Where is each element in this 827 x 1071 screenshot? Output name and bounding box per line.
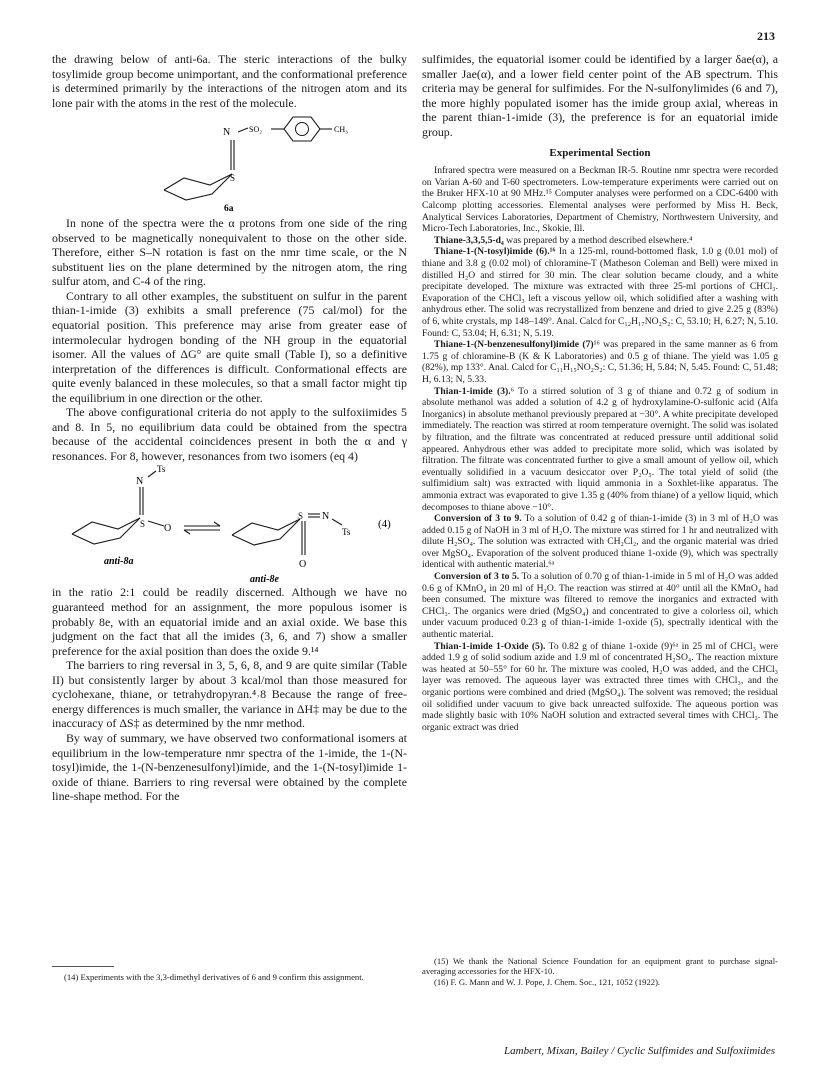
page-number: 213 bbox=[757, 29, 775, 43]
equation-4 bbox=[52, 463, 407, 585]
run-in-body: ¹⁶ was prepared in the same manner as 6 from 1.75 g of chloramine-B (K & K Laboratories) and 0.5 g of thiane. The yield was 1.05 g (82%), mp 133°. Anal. Calcd for C₁₁H₁₅NO₂S₂: C, 51.36; H, 5.84; N, 5.45. Found: C, 51.48; H, 6.13; N, 5.33. bbox=[422, 339, 778, 385]
run-in-body: To 0.82 g of thiane 1-oxide (9)⁶ᵃ in 25 ml of CHCl₃ were added 1.9 g of solid sodium azide and 1.9 ml of concentrated H₂SO₄. The reaction mixture was heated at 50–55° for 60 hr. The mixture was cooled, H₂O was added, and the CHCl₃ layer was removed. The aqueous layer was extracted three times with CHCl₃, and the organic portions were combined and dried (MgSO₄). The solvent was removed; the residual oil solidified under vacuum to give back unreacted sulfoxide. The aqueous portion was made slightly basic with 10% NaOH solution and extracted several times with CHCl₃. The organic extract was dried bbox=[422, 640, 778, 733]
footnote-rule bbox=[52, 966, 114, 967]
left-paragraph-4: The above configurational criteria do not apply to the sulfoxiimides 5 and 8. In 5, no equilibrium data could be obtained from the spectra because of the accidental coincidences present in both the α and γ resonances. For 8, however, resonances from two isomers (eq 4) bbox=[52, 405, 407, 463]
left-paragraph-3: Contrary to all other examples, the substituent on sulfur in the parent thian-1-imide (3) exhibits a small preference (75 cal/mol) for the equatorial position. This preference may arise from greater ease of intermolecular hydrogen bonding of the NH group in the equatorial isomer. All the values of ΔG° are quite small (Table I), so a definitive interpretation of the differences is difficult. Conformational effects are quite evenly balanced in these molecules, so that a small factor might tip the equilibrium in one direction or the other. bbox=[52, 288, 407, 405]
eq4-ts-right: Ts bbox=[342, 527, 351, 538]
structure-6a-n: N bbox=[223, 127, 231, 139]
eq4-o-right: O bbox=[299, 559, 307, 571]
run-in-head: Conversion of 3 to 9. bbox=[434, 513, 522, 525]
left-column bbox=[52, 52, 407, 804]
eq4-n-right: N bbox=[322, 511, 330, 523]
experimental-compound-7 bbox=[422, 339, 778, 385]
experimental-compound-3 bbox=[422, 386, 778, 514]
left-footnotes bbox=[52, 972, 407, 982]
right-footnotes bbox=[422, 956, 778, 987]
footnote-16: (16) F. G. Mann and W. J. Pope, J. Chem. Soc., 121, 1052 (1922). bbox=[434, 976, 661, 987]
run-in-head: Conversion of 3 to 5. bbox=[434, 571, 520, 583]
structure-6a-drawing bbox=[52, 110, 407, 216]
eq4-n-left: N bbox=[136, 476, 144, 488]
experimental-thiane-d4 bbox=[422, 235, 778, 247]
left-paragraph-7: By way of summary, we have observed two conformational isomers at equilibrium in the low-temperature nmr spectra of the 1-imide, the 1-(N-tosyl)imide, the 1-(N-benzenesulfonyl)imide, and the 1-(N-tosyl)imide 1-oxide of thiane. Barriers to ring reversal were obtained by the complete line-shape method. For the bbox=[52, 730, 407, 804]
structure-6a-s: S bbox=[230, 173, 236, 184]
run-in-head: Thian-1-imide (3). bbox=[434, 385, 511, 397]
section-title-experimental: Experimental Section bbox=[549, 147, 651, 160]
eq4-label-8e: anti-8e bbox=[250, 574, 279, 586]
run-in-head: Thiane-3,3,5,5-d₄ bbox=[434, 234, 504, 246]
experimental-intro: Infrared spectra were measured on a Beckman IR-5. Routine nmr spectra were recorded on Varian A-60 and T-60 spectrometers. Low-temperature experiments were carried out on the Bruker HFX-10 at 90 MHz.¹⁵ Computer analyses were performed on a CDC-6400 with Calcomp plotting accessories. Elemental analyses were performed by Miss H. Beck, Analytical Services Laboratories, Department of Chemistry, Northwestern University, and Micro-Tech Laboratories, Inc., Skokie, Ill. bbox=[422, 165, 778, 235]
eq4-label-8a: anti-8a bbox=[104, 556, 134, 568]
eq4-s-left: S bbox=[140, 519, 146, 530]
left-paragraph-6: The barriers to ring reversal in 3, 5, 6, 8, and 9 are quite similar (Table II) but consistently larger by about 3 kcal/mol than those measured for cyclohexane, thiane, or tetrahydropyran.⁴˒8 Because the range of free-energy differences is much smaller, the variance in ΔH‡ may be due to the inaccuracy of ΔS‡ as determined by the nmr method. bbox=[52, 658, 407, 731]
footnote-14: (14) Experiments with the 3,3-dimethyl derivatives of 6 and 9 confirm this assignment. bbox=[64, 972, 364, 982]
structure-6a-so2: SO₂ bbox=[249, 125, 263, 135]
experimental-compound-5 bbox=[422, 641, 778, 734]
right-paragraph-1: sulfimides, the equatorial isomer could be identified by a larger δae(α), a smaller Jae(α), and a lower field center point of the AB spectrum. This criteria may be general for sulfimides. For the N-sulfonylimides (6 and 7), the more highly populated isomer has the imide group axial, whereas in the parent thian-1-imide (3), the preference is for an equatorial imide group. bbox=[422, 52, 778, 139]
footnote-15: (15) We thank the National Science Foundation for an equipment grant to purchase signal-averaging accessories for the HFX-10. bbox=[422, 956, 778, 977]
eq4-number: (4) bbox=[378, 518, 391, 531]
eq4-o-left: O bbox=[164, 523, 172, 535]
equation-4-drawing bbox=[52, 463, 407, 585]
run-in-body: was prepared by a method described elsewhere.⁴ bbox=[503, 234, 693, 246]
run-in-head: Thian-1-imide 1-Oxide (5). bbox=[434, 640, 546, 652]
experimental-3-to-5 bbox=[422, 571, 778, 641]
run-in-body: ⁶ To a stirred solution of 3 g of thiane and 0.72 g of sodium in absolute methanol was added a solution of 4.2 g of hydroxylamine-O-sulfonic acid (Alfa Inorganics) in absolute methanol previously prepared at −30°. A white precipitate developed immediately. The reaction was stirred at room temperature overnight. The solid was isolated by filtration, and the filtrate was concentrated at reduced pressure until additional solid appeared. Anhydrous ether was added to precipitate more solid, which was isolated by filtration. The filtrate was concentrated further to give a small amount of yellow oil, which eventually solidified in a vacuum desiccator over P₂O₅. The total yield of solid (the sulfimidium salt) was extracted with liquid ammonia in a Soxhlet-like apparatus. The ammonia extract was evaporated to give 1.35 g (40% from thiane) of a yellow liquid, which decomposes to thiane above −10°. bbox=[422, 385, 779, 513]
eq4-s-right: S bbox=[298, 511, 304, 522]
structure-6a bbox=[52, 110, 407, 216]
left-paragraph-2: In none of the spectra were the α protons from one side of the ring observed to be magnetically nonequivalent to those on the other side. Therefore, either S–N rotation is fast on the nmr time scale, or the N substituent lies on the plane determined by the nitrogen atom, the ring sulfur atom, and C-4 of the ring. bbox=[52, 216, 407, 289]
left-paragraph-5: in the ratio 2:1 could be readily discerned. Although we have no guaranteed method for an assignment, the more populous isomer is probably 8e, with an equatorial imide and an axial oxide. We base this judgment on the fact that all the imides (3, 6, and 7) show a smaller preference for the axial position than does the oxide 9.¹⁴ bbox=[52, 585, 407, 658]
experimental-compound-6 bbox=[422, 246, 778, 339]
right-column bbox=[422, 52, 778, 733]
run-in-body: To a solution of 0.70 g of thian-1-imide in 5 ml of H₂O was added 0.6 g of KMnO₄ in 20 ml of H₂O. The reaction was stirred at 40° until all the KMnO₄ had been consumed. The mixture was filtered to remove the inorganics and extracted with CHCl₃. The organics were dried (MgSO₄) and concentrated to give a colorless oil, which under vacuum produced 0.23 g of thian-1-imide 1-oxide (5), spectrally identical with the authentic material. bbox=[422, 571, 778, 641]
experimental-3-to-9 bbox=[422, 513, 778, 571]
running-footer: Lambert, Mixan, Bailey / Cyclic Sulfimides and Sulfoxiimides bbox=[504, 1045, 775, 1057]
run-in-body: To a solution of 0.42 g of thian-1-imide (3) in 3 ml of H₂O was added 0.15 g of NaOH in 3 ml of H₂O. The mixture was stirred for 1 hr and neutralized with dilute H₂SO₄. The solution was extracted with CH₂Cl₂, and the organic material was dried over MgSO₄. Evaporation of the solvent produced thiane 1-oxide (9), which was spectrally identical with authentic material.⁶ᵃ bbox=[422, 513, 778, 571]
run-in-body: In a 125-ml, round-bottomed flask, 1.0 g (0.01 mol) of thiane and 3.8 g (0.02 mol) of chloramine-T (Matheson Coleman and Bell) were mixed in distilled H₂O and stirred for 30 min. The clear solution became cloudy, and a white precipitate developed. The mixture was extracted with three 25-ml portions of CHCl₃. Evaporation of the CHCl₃ left a viscous yellow oil, which solidified after a washing with anhydrous ether. The solid was recrystallized from benzene and dried to give 2.25 g (83%) of 6, white crystals, mp 148–149°. Anal. Calcd for C₁₂H₁₇NO₂S₂: C, 53.10; H, 6.27; N, 5.10. Found: C, 53.04; H, 6.31; N, 5.19. bbox=[422, 246, 778, 339]
structure-6a-label: 6a bbox=[224, 204, 234, 215]
left-paragraph-1: the drawing below of anti-6a. The steric interactions of the bulky tosylimide group become unimportant, and the conformational preference is determined primarily by the interactions of the nitrogen atom and its lone pair with the atoms in the rest of the molecule. bbox=[52, 52, 407, 110]
structure-6a-ch3: CH₃ bbox=[334, 125, 348, 135]
run-in-head: Thiane-1-(N-benzenesulfonyl)imide (7) bbox=[434, 339, 594, 351]
run-in-head: Thiane-1-(N-tosyl)imide (6).¹⁶ bbox=[434, 246, 556, 258]
eq4-ts-top: Ts bbox=[157, 464, 166, 475]
